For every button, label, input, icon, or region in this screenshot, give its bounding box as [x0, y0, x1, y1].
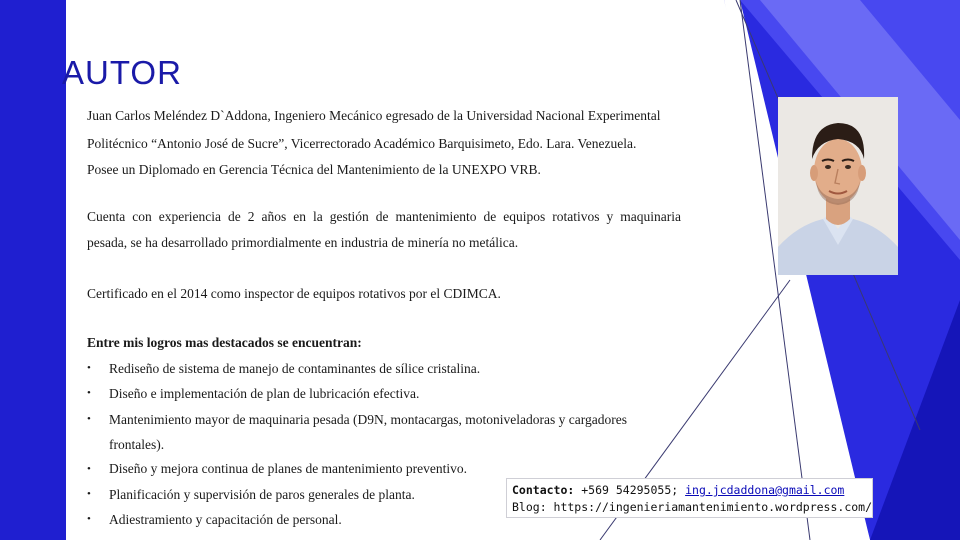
intro-line-3: Posee un Diplomado en Gerencia Técnica del Mantenimiento de la UNEXPO VRB.	[87, 162, 541, 177]
bullet-icon: •	[87, 463, 91, 475]
blog-line[interactable]: Blog: https://ingenieriamantenimiento.wordpress.com/	[512, 500, 873, 514]
bullet-icon: •	[87, 413, 91, 425]
slide-title: AUTOR	[62, 54, 182, 91]
contact-line	[512, 482, 872, 499]
contact-box	[506, 478, 873, 518]
contact-email-link[interactable]: ing.jcdaddona@gmail.com	[685, 483, 845, 497]
achievement-item: Rediseño de sistema de manejo de contaminantes de sílice cristalina.	[109, 361, 481, 376]
bullet-icon: •	[87, 387, 91, 399]
achievement-item: Mantenimiento mayor de maquinaria pesada (D9N, montacargas, motoniveladoras y cargadores	[109, 412, 627, 427]
author-photo	[778, 97, 898, 275]
bullet-icon: •	[87, 513, 91, 525]
achievement-item: Adiestramiento y capacitación de personal.	[109, 512, 342, 527]
achievement-item: Diseño e implementación de plan de lubricación efectiva.	[109, 386, 420, 401]
certification-text: Certificado en el 2014 como inspector de equipos rotativos por el CDIMCA.	[87, 286, 501, 301]
portrait-illustration	[778, 97, 898, 275]
left-accent-bar	[0, 0, 66, 540]
contact-phone: +569 54295055;	[574, 483, 686, 497]
experience-line-1: Cuenta con experiencia de 2 años en la gestión de mantenimiento de equipos rotativos y maquinaria	[87, 209, 681, 224]
intro-line-2: Politécnico “Antonio José de Sucre”, Vicerrectorado Académico Barquisimeto, Edo. Lara. Venezuela.	[87, 136, 637, 151]
contact-label: Contacto:	[512, 483, 575, 497]
achievement-item: Planificación y supervisión de paros generales de planta.	[109, 487, 415, 502]
intro-line-1: Juan Carlos Meléndez D`Addona, Ingeniero Mecánico egresado de la Universidad Nacional Experimental	[87, 108, 661, 123]
experience-line-2: pesada, se ha desarrollado primordialmente en industria de minería no metálica.	[87, 235, 519, 250]
achievements-heading: Entre mis logros mas destacados se encuentran:	[87, 335, 362, 350]
bullet-icon: •	[87, 488, 91, 500]
achievement-item: Diseño y mejora continua de planes de mantenimiento preventivo.	[109, 461, 468, 476]
bullet-icon: •	[87, 362, 91, 374]
achievement-item-continued: frontales).	[109, 437, 165, 452]
